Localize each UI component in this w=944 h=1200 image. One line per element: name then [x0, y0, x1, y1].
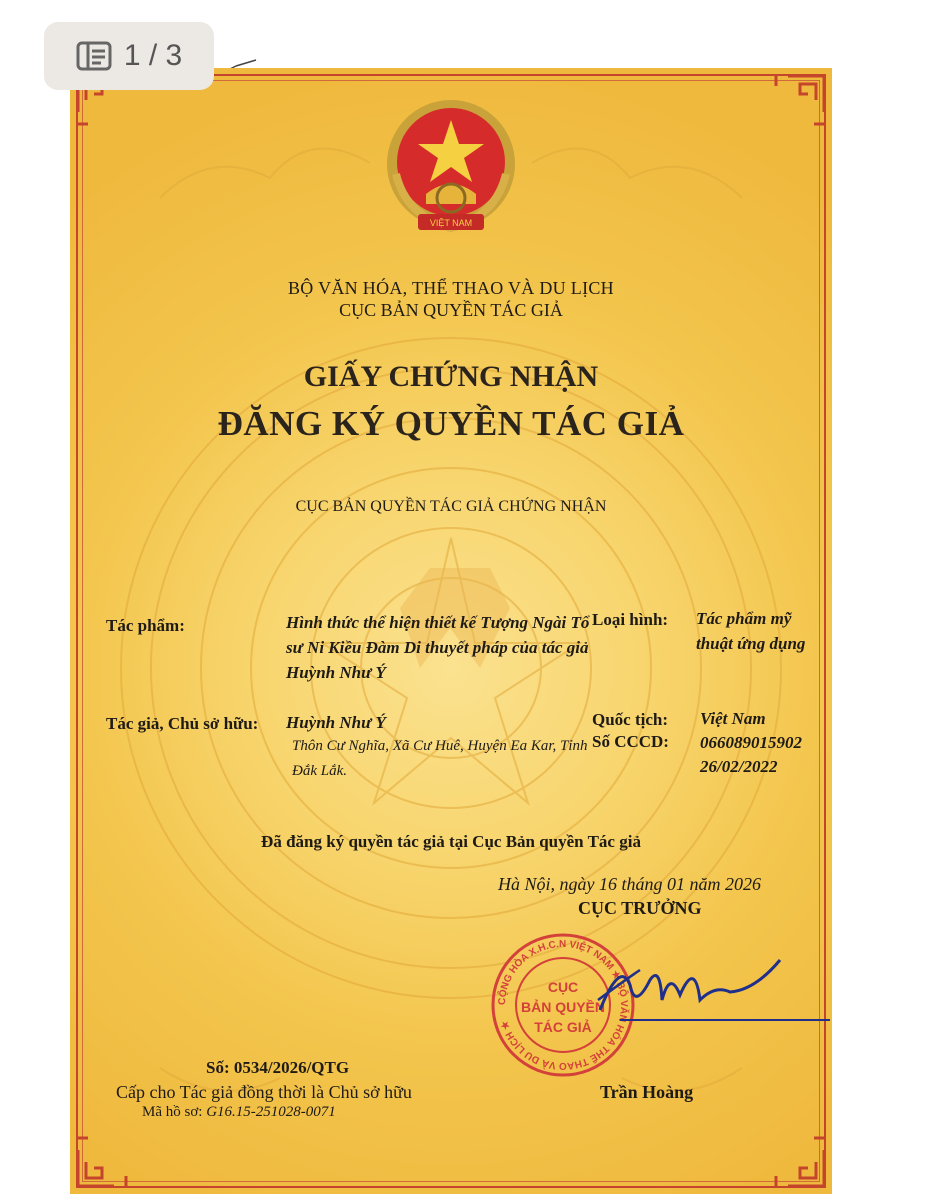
author-address: Thôn Cư Nghĩa, Xã Cư Huê, Huyện Ea Kar, Tỉnh Đắk Lắk. [292, 738, 588, 779]
certificate-title: GIẤY CHỨNG NHẬN [303, 360, 599, 393]
svg-text:CỘNG HÒA X.H.C.N VIỆT NAM ★ BỘ: CỘNG HÒA X.H.C.N VIỆT NAM ★ BỘ VĂN HÓA THỂ THAO VÀ DU LỊCH ★ [496, 938, 630, 1072]
type-value: Tác phẩm mỹ thuật ứng dụng [696, 609, 806, 653]
dossier-code [142, 1104, 336, 1121]
certificate-number: Số: 0534/2026/QTG [206, 1058, 350, 1077]
national-emblem-icon [376, 96, 526, 246]
work-label: Tác phẩm: [106, 616, 185, 635]
certificate [70, 68, 832, 1194]
corner-ornament-bottom-right [764, 1126, 828, 1190]
department-name: CỤC BẢN QUYỀN TÁC GIẢ [339, 300, 563, 320]
id-card-date: 26/02/2022 [700, 757, 778, 776]
ministry-name: BỘ VĂN HÓA, THỂ THAO VÀ DU LỊCH [288, 278, 614, 298]
registered-statement: Đã đăng ký quyền tác giả tại Cục Bản quyền Tác giả [261, 832, 641, 851]
issue-place-date: Hà Nội, ngày 16 tháng 01 năm 2026 [498, 874, 761, 894]
svg-text:CỤC: CỤC [547, 979, 579, 995]
document-icon [76, 41, 112, 71]
signer-name: Trần Hoàng [600, 1082, 694, 1102]
work-value: Hình thức thể hiện thiết kế Tượng Ngài Tổ sư Ni Kiều Đàm Di thuyết pháp của tác giả Huỳnh Như Ý [286, 613, 590, 682]
svg-text:BẢN QUYỀN: BẢN QUYỀN [520, 999, 606, 1015]
id-card-label: Số CCCD: [592, 732, 669, 751]
signature [580, 940, 832, 1030]
nationality-value: Việt Nam [700, 709, 766, 728]
page-indicator-label: 1 / 3 [123, 39, 183, 72]
corner-ornament-top-right [764, 72, 828, 136]
nationality-label: Quốc tịch: [592, 710, 669, 729]
director-title: CỤC TRƯỞNG [578, 898, 702, 918]
corner-ornament-bottom-left [74, 1126, 138, 1190]
id-card-number: 066089015902 [700, 733, 802, 752]
type-label: Loại hình: [592, 610, 669, 629]
svg-text:TÁC GIẢ: TÁC GIẢ [534, 1019, 592, 1035]
author-name: Huỳnh Như Ý [286, 713, 386, 732]
certificate-subtitle: ĐĂNG KÝ QUYỀN TÁC GIẢ [217, 404, 685, 443]
dossier-label: Mã hồ sơ: [142, 1104, 203, 1120]
certifies-statement: CỤC BẢN QUYỀN TÁC GIẢ CHỨNG NHẬN [295, 498, 607, 515]
dossier-value: G16.15-251028-0071 [206, 1104, 336, 1120]
author-label: Tác giả, Chủ sở hữu: [106, 714, 259, 733]
issued-to: Cấp cho Tác giả đồng thời là Chủ sở hữu [116, 1082, 412, 1102]
page-indicator[interactable] [44, 22, 214, 90]
svg-text:VIỆT NAM: VIỆT NAM [429, 218, 473, 228]
